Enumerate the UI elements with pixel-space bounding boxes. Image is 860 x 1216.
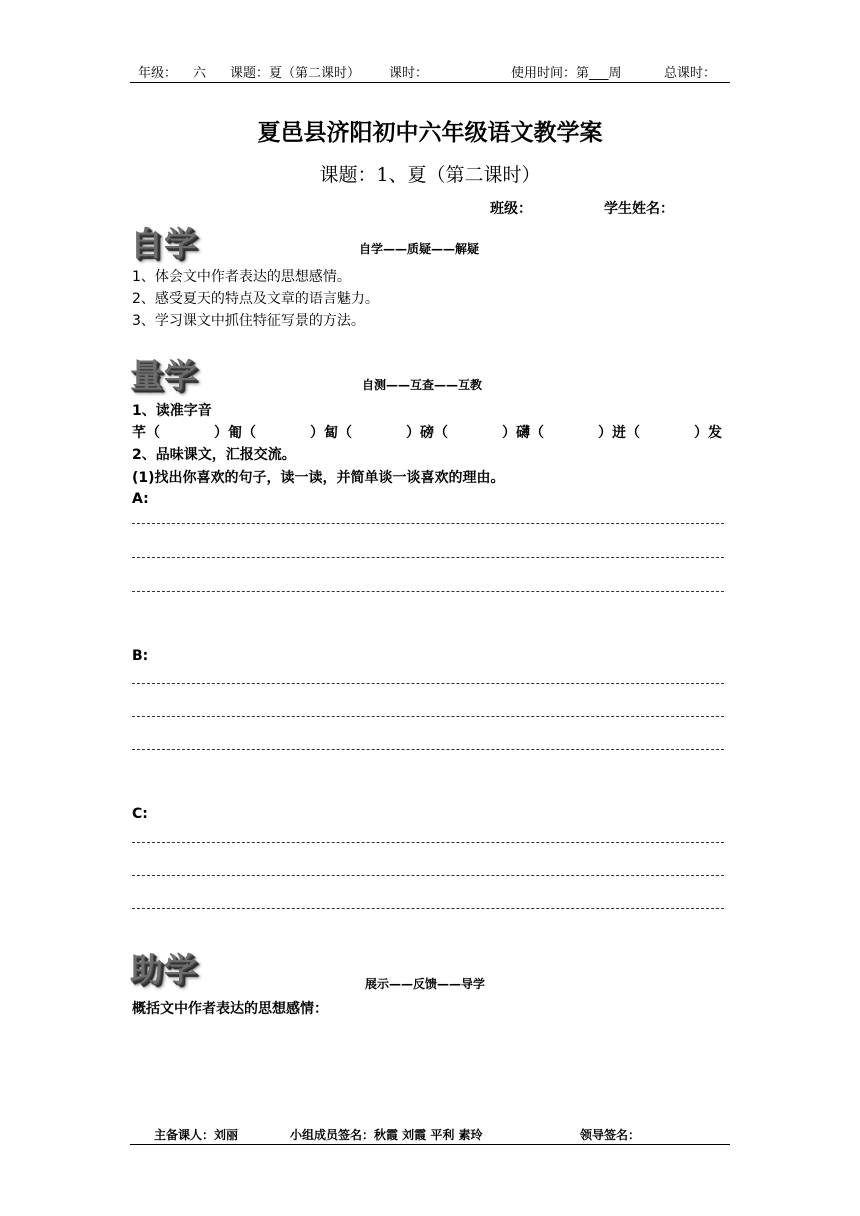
answer-line-a2[interactable] xyxy=(132,557,724,558)
use-time: 使用时间：第___周 xyxy=(511,66,622,81)
grade-label: 年级： xyxy=(138,66,178,81)
answer-line-b1[interactable] xyxy=(132,683,724,684)
section-subtitle-zixue: 自学——质疑——解疑 xyxy=(359,242,480,256)
answer-line-b3[interactable] xyxy=(132,749,724,750)
answer-label-c: C: xyxy=(132,806,148,822)
objective-item-2: 2、感受夏天的特点及文章的语言魅力。 xyxy=(132,291,379,307)
pinyin-item[interactable]: ）匐（ xyxy=(310,425,352,441)
answer-line-c3[interactable] xyxy=(132,908,724,909)
answer-line-a3[interactable] xyxy=(132,591,724,592)
header-divider xyxy=(130,82,730,83)
pinyin-item[interactable]: ）迸（ xyxy=(598,425,640,441)
footer-group-members: 小组成员签名：秋霞 刘霞 平利 素玲 xyxy=(290,1128,483,1142)
student-name-label: 学生姓名： xyxy=(604,201,674,217)
objective-item-1: 1、体会文中作者表达的思想感情。 xyxy=(132,269,351,285)
pinyin-item[interactable]: 芊（ xyxy=(132,425,160,441)
page-title: 夏邑县济阳初中六年级语文教学案 xyxy=(257,120,603,146)
pinyin-item[interactable]: ）匍（ xyxy=(214,425,256,441)
question-1-heading: 1、读准字音 xyxy=(132,403,212,419)
class-label: 班级： xyxy=(490,201,532,217)
pinyin-item[interactable]: ）发 xyxy=(694,425,722,441)
pinyin-item[interactable]: ）磅（ xyxy=(406,425,448,441)
section-title-liangxue: 量学 xyxy=(130,356,198,395)
section-title-zhuxue: 助学 xyxy=(130,950,198,989)
period-label: 课时： xyxy=(389,66,429,81)
pinyin-item[interactable]: ）礴（ xyxy=(502,425,544,441)
total-period: 总课时： xyxy=(664,66,717,81)
answer-label-b: B: xyxy=(132,648,149,664)
answer-line-c1[interactable] xyxy=(132,842,724,843)
footer-preparer: 主备课人：刘丽 xyxy=(154,1128,239,1142)
footer-leader-sign: 领导签名： xyxy=(580,1128,641,1142)
pinyin-row xyxy=(132,422,722,442)
footer-divider xyxy=(130,1144,730,1145)
grade-value: 六 xyxy=(193,66,207,81)
section-title-zixue: 自学 xyxy=(130,224,198,263)
section-subtitle-liangxue: 自测——互查——互教 xyxy=(362,378,483,392)
topic-label: 课题：夏（第二课时） xyxy=(230,66,361,81)
answer-line-a1[interactable] xyxy=(132,523,724,524)
answer-label-a: A: xyxy=(132,491,149,507)
question-2-1: (1)找出你喜欢的句子，读一读，并简单谈一谈喜欢的理由。 xyxy=(132,470,505,486)
answer-line-b2[interactable] xyxy=(132,716,724,717)
answer-line-c2[interactable] xyxy=(132,875,724,876)
question-2-heading: 2、品味课文，汇报交流。 xyxy=(132,447,296,463)
section-subtitle-zhuxue: 展示——反馈——导学 xyxy=(365,977,486,991)
summary-prompt: 概括文中作者表达的思想感情： xyxy=(132,1001,328,1017)
objective-item-3: 3、学习课文中抓住特征写景的方法。 xyxy=(132,313,365,329)
page-subtitle: 课题：1、夏（第二课时） xyxy=(319,164,541,186)
